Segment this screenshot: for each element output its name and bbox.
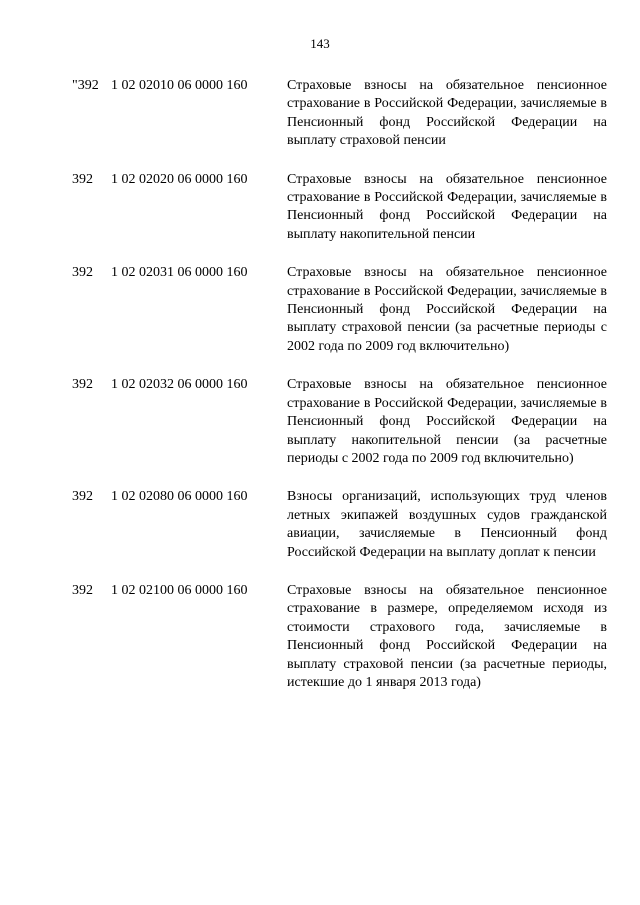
- classification-entries: [0, 77, 640, 712]
- entry-description: Страховые взносы на обязательное пенсионное страхование в Российской Федерации, зачисляемые в Пенсионный фонд Российской Федерации на выплату накопительной пенсии (за расчетные периоды с 2002 года по 2009 год включительно): [287, 377, 607, 466]
- entry-row: [0, 77, 640, 151]
- budget-classification-code: 1 02 02031 06 0000 160: [111, 265, 248, 281]
- entry-row: [0, 171, 640, 245]
- entry-description: Взносы организаций, использующих труд членов летных экипажей воздушных судов гражданской авиации, зачисляемые в Пенсионный фонд Российской Федерации на выплату доплат к пенсии: [287, 489, 607, 560]
- administrator-code: 392: [72, 582, 93, 598]
- entry-description: Страховые взносы на обязательное пенсионное страхование в Российской Федерации, зачисляемые в Пенсионный фонд Российской Федерации на выплату страховой пенсии (за расчетные периоды с 2002 года по 2009 год включительно): [287, 265, 607, 354]
- administrator-code: 392: [72, 377, 93, 393]
- entry-description: Страховые взносы на обязательное пенсионное страхование в Российской Федерации, зачисляемые в Пенсионный фонд Российской Федерации на выплату страховой пенсии: [287, 78, 607, 149]
- budget-classification-code: 1 02 02020 06 0000 160: [111, 171, 248, 187]
- budget-classification-code: 1 02 02010 06 0000 160: [111, 78, 248, 93]
- budget-classification-code: 1 02 02100 06 0000 160: [111, 582, 248, 598]
- administrator-code: 392: [72, 171, 93, 187]
- entry-row: [0, 488, 640, 562]
- entry-row: [0, 582, 640, 692]
- budget-classification-code: 1 02 02032 06 0000 160: [111, 377, 248, 393]
- administrator-code: "392: [72, 78, 99, 93]
- page-number: 143: [310, 36, 330, 51]
- entry-description: Страховые взносы на обязательное пенсионное страхование в Российской Федерации, зачисляемые в Пенсионный фонд Российской Федерации на выплату накопительной пенсии: [287, 171, 607, 242]
- entry-row: [0, 376, 640, 468]
- entry-description: Страховые взносы на обязательное пенсионное страхование в размере, определяемом исходя из стоимости страхового года, зачисляемые в Пенсионный фонд Российской Федерации на выплату страховой пенсии (за расчетные периоды, истекшие до 1 января 2013 года): [287, 582, 607, 690]
- entry-row: [0, 264, 640, 356]
- budget-classification-code: 1 02 02080 06 0000 160: [111, 489, 248, 505]
- administrator-code: 392: [72, 489, 93, 505]
- administrator-code: 392: [72, 265, 93, 281]
